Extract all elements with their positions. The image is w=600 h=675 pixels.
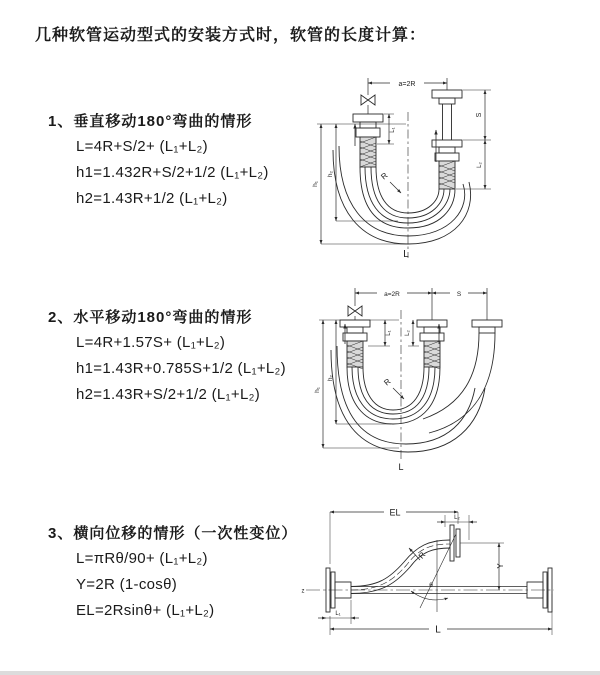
section-1-formula-h1: h1=1.432R+S/2+1/2 (L₁+L₂) — [76, 164, 269, 181]
d3-angle-arc — [411, 591, 448, 600]
section-3-formula-Y: Y=2R (1-cosθ) — [76, 576, 178, 593]
section-3-heading: 3、横向位移的情形（一次性变位） — [48, 525, 298, 542]
d2-label-s: S — [456, 291, 462, 298]
d3-label-el: EL — [389, 507, 401, 518]
d2-middle-braided-hose — [424, 341, 440, 369]
d1-left-braided-hose — [360, 137, 376, 167]
section-2-formula-h1: h1=1.43R+0.785S+1/2 (L₁+L₂) — [76, 360, 286, 377]
d1-label-h1: h₁ — [312, 181, 319, 187]
d2-label-h2: h₂ — [327, 374, 334, 382]
d3-label-l2: L₂ — [454, 515, 460, 521]
d3-bend-radius-line — [420, 534, 456, 608]
d2-right-flange — [472, 320, 502, 333]
d1-label-r: R — [379, 170, 390, 182]
page-title: 几种软管运动型式的安装方式时，软管的长度计算： — [35, 27, 427, 44]
section-2-formula-h2: h2=1.43R+S/2+1/2 (L₁+L₂) — [76, 386, 261, 403]
diagram-3-lateral-displacement — [298, 496, 588, 656]
d2-middle-flange — [417, 320, 447, 341]
d1-label-a2r: a=2R — [398, 81, 416, 88]
d2-label-l2: L₂ — [405, 330, 411, 336]
section-3-formula-L: L=πRθ/90+ (L₁+L₂) — [76, 550, 208, 567]
d2-label-l1: L₁ — [386, 330, 392, 336]
d3-label-l: L — [435, 624, 441, 636]
d1-right-braided-hose — [439, 161, 455, 189]
d1-label-l2: L₂ — [477, 162, 483, 168]
diagram-2-horizontal-180 — [303, 280, 598, 475]
d3-dim-l — [330, 594, 552, 635]
d2-label-h1: h₁ — [314, 387, 321, 393]
d2-valve-icon — [348, 306, 362, 316]
d1-label-l1: L₁ — [390, 127, 396, 133]
d1-valve-icon — [361, 95, 375, 105]
section-1-formula-L: L=4R+S/2+ (L₁+L₂) — [76, 138, 208, 155]
d1-right-flange-lower — [432, 140, 462, 161]
page-bottom-edge — [0, 671, 600, 675]
d3-label-r: R — [416, 550, 428, 561]
d1-radius-leader — [390, 182, 401, 193]
d3-dim-el — [330, 512, 458, 564]
d2-label-a2r: a=2R — [384, 291, 400, 298]
section-2-heading: 2、水平移动180°弯曲的情形 — [48, 309, 253, 326]
d3-label-l1: L₁ — [335, 611, 341, 617]
section-1-heading: 1、垂直移动180°弯曲的情形 — [48, 113, 253, 130]
d1-label-h2: h₂ — [327, 170, 334, 178]
d2-radius-leader — [393, 388, 404, 399]
d1-left-flange — [353, 114, 383, 137]
section-3-formula-EL: EL=2Rsinθ+ (L₁+L₂) — [76, 602, 215, 619]
d1-label-l: L — [403, 249, 409, 260]
d3-label-y: Y — [496, 563, 505, 569]
diagram-1-vertical-180 — [303, 66, 568, 261]
d2-left-flange — [340, 320, 370, 341]
d3-s-curve-hose — [351, 540, 450, 594]
d1-label-s: S — [476, 112, 483, 118]
section-1-formula-h2: h2=1.43R+1/2 (L₁+L₂) — [76, 190, 228, 207]
section-2-formula-L: L=4R+1.57S+ (L₁+L₂) — [76, 334, 226, 351]
d1-right-flange-upper — [432, 90, 462, 140]
d2-label-l: L — [398, 462, 404, 472]
d2-left-braided-hose — [347, 341, 363, 369]
d2-label-r: R — [382, 376, 393, 388]
d3-label-theta: θ — [429, 582, 433, 589]
d3-label-z: z — [301, 588, 305, 595]
